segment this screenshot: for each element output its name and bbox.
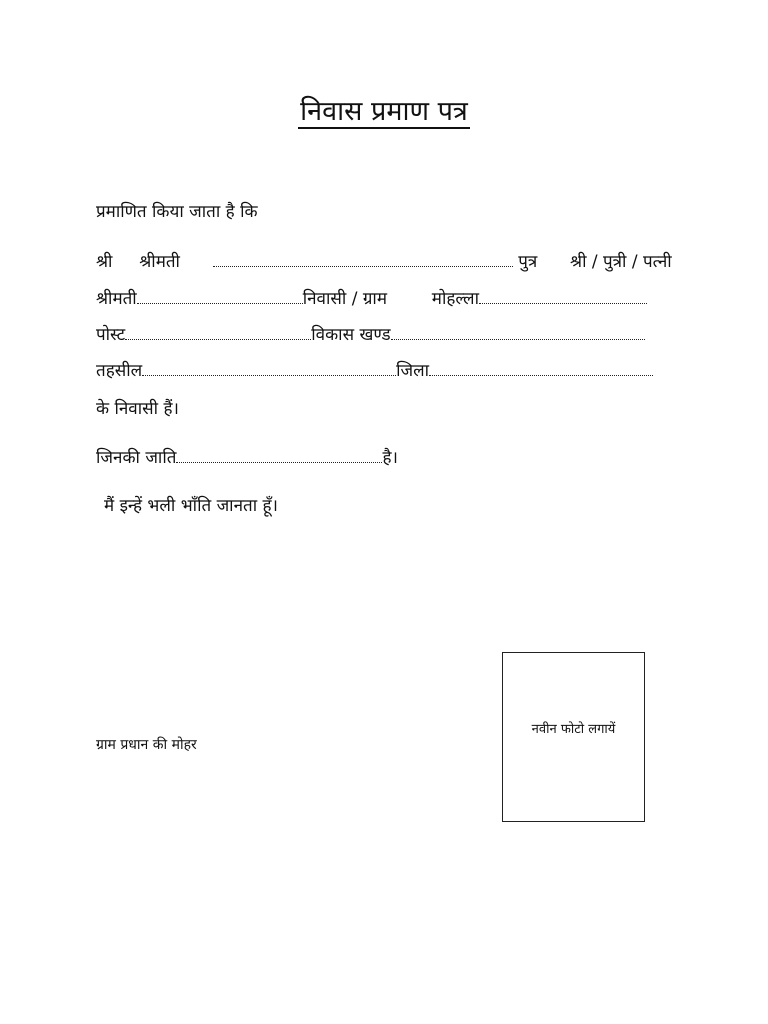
label-hai: है। — [382, 448, 398, 468]
photo-box[interactable] — [502, 652, 645, 822]
pradhan-seal-label: ग्राम प्रधान की मोहर — [96, 737, 197, 753]
mohalla-blank[interactable] — [479, 289, 647, 304]
tehsil-blank[interactable] — [142, 361, 396, 376]
label-post: पोस्ट — [96, 325, 126, 345]
jila-blank[interactable] — [429, 361, 653, 376]
label-niwasi-gram: निवासी / ग्राम — [302, 289, 387, 309]
label-jila: जिला — [396, 361, 430, 381]
name-blank[interactable] — [213, 252, 513, 267]
label-vikas-khand: विकास खण्ड — [311, 325, 391, 345]
vikas-khand-blank[interactable] — [391, 325, 645, 340]
row-name — [96, 250, 672, 274]
intro-text: प्रमाणित किया जाता है कि — [96, 202, 258, 222]
label-tehsil: तहसील — [96, 361, 143, 381]
declaration-text: मैं इन्हें भली भाँति जानता हूँ। — [104, 496, 278, 516]
mother-name-blank[interactable] — [137, 289, 303, 304]
label-jati: जिनकी जाति — [96, 448, 177, 468]
post-blank[interactable] — [125, 325, 311, 340]
caste-blank[interactable] — [176, 448, 382, 463]
row-tehsil — [96, 359, 653, 383]
row-residence — [96, 287, 647, 311]
row-caste — [96, 446, 398, 470]
label-shrimati: श्रीमती — [139, 252, 180, 272]
page-title — [0, 94, 768, 130]
label-putra: पुत्र — [518, 252, 538, 272]
title-text: निवास प्रमाण पत्र — [300, 96, 468, 127]
label-shrimati-2: श्रीमती — [96, 289, 137, 309]
resident-text: के निवासी हैं। — [96, 399, 179, 419]
row-post — [96, 323, 645, 347]
label-relation: श्री / पुत्री / पत्नी — [570, 252, 672, 272]
label-shri: श्री — [96, 252, 113, 272]
photo-label: नवीन फोटो लगायें — [531, 722, 616, 737]
label-mohalla: मोहल्ला — [431, 289, 479, 309]
